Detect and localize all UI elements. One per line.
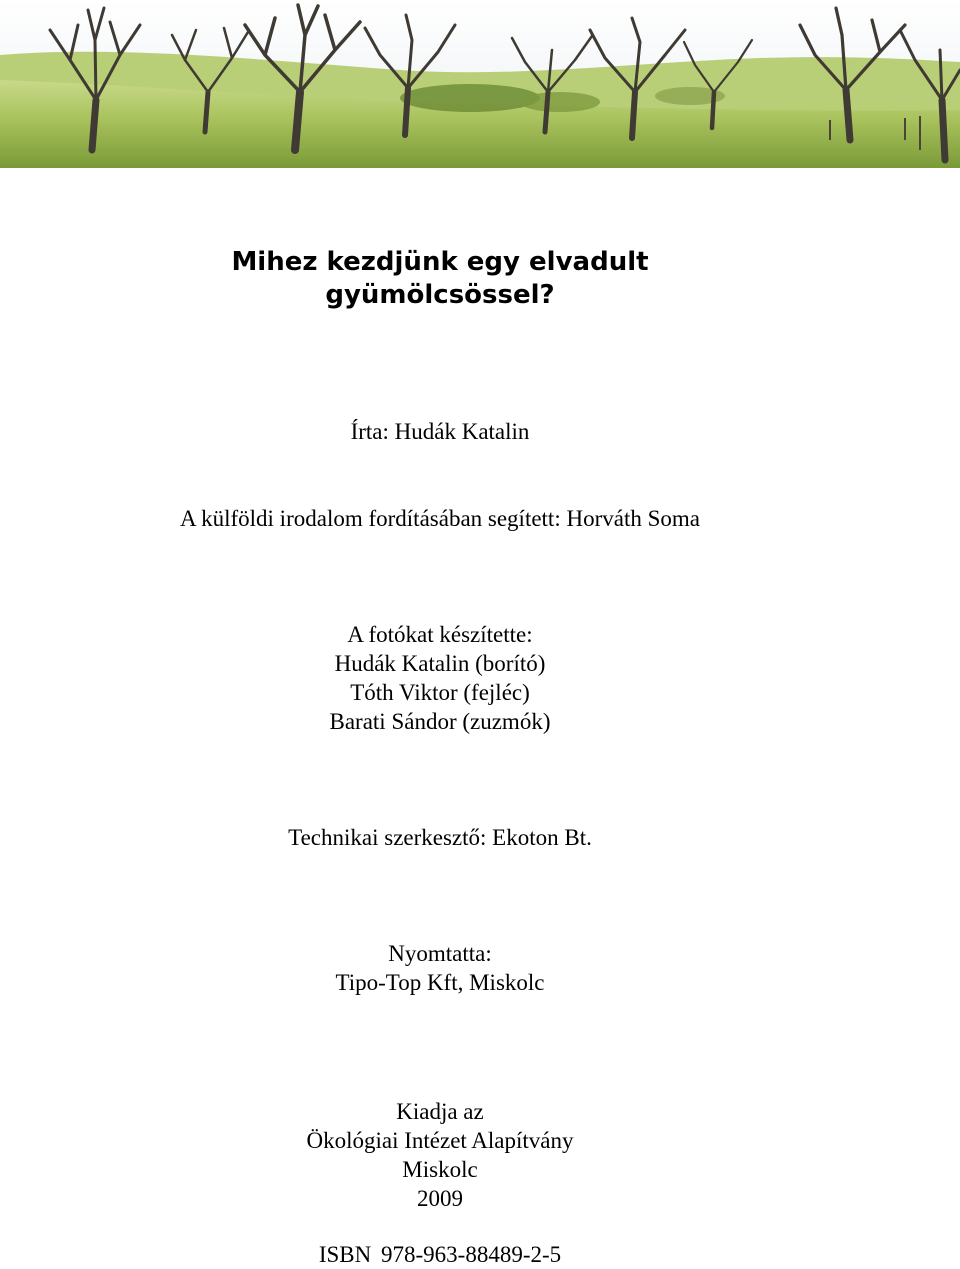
document-title bbox=[120, 246, 760, 312]
photo-credits-heading: A fotókat készítette: bbox=[347, 622, 533, 647]
title-line-2: gyümölcsössel? bbox=[325, 280, 555, 310]
technical-editor-line: Technikai szerkesztő: Ekoton Bt. bbox=[288, 825, 592, 850]
photo-credits bbox=[0, 620, 880, 736]
printer-info bbox=[0, 939, 880, 997]
title-line-1: Mihez kezdjünk egy elvadult bbox=[231, 247, 649, 277]
printer-label: Nyomtatta: bbox=[388, 941, 492, 966]
publisher-info bbox=[0, 1097, 880, 1213]
isbn-line: ISBN 978-963-88489-2-5 bbox=[318, 1242, 562, 1267]
publisher-name: Ökológiai Intézet Alapítvány bbox=[306, 1128, 574, 1153]
photo-credit-item: Hudák Katalin (borító) bbox=[334, 651, 546, 676]
publisher-label: Kiadja az bbox=[396, 1099, 484, 1124]
author-line: Írta: Hudák Katalin bbox=[350, 419, 530, 444]
translation-credit-line: A külföldi irodalom fordításában segített: Horváth Soma bbox=[180, 506, 700, 531]
publication-year: 2009 bbox=[417, 1186, 463, 1211]
photo-credit-item: Barati Sándor (zuzmók) bbox=[329, 709, 551, 734]
printer-name: Tipo-Top Kft, Miskolc bbox=[335, 970, 545, 995]
publisher-city: Miskolc bbox=[402, 1157, 478, 1182]
header-orchard-photo bbox=[0, 0, 960, 168]
photo-credit-item: Tóth Viktor (fejléc) bbox=[350, 680, 530, 705]
